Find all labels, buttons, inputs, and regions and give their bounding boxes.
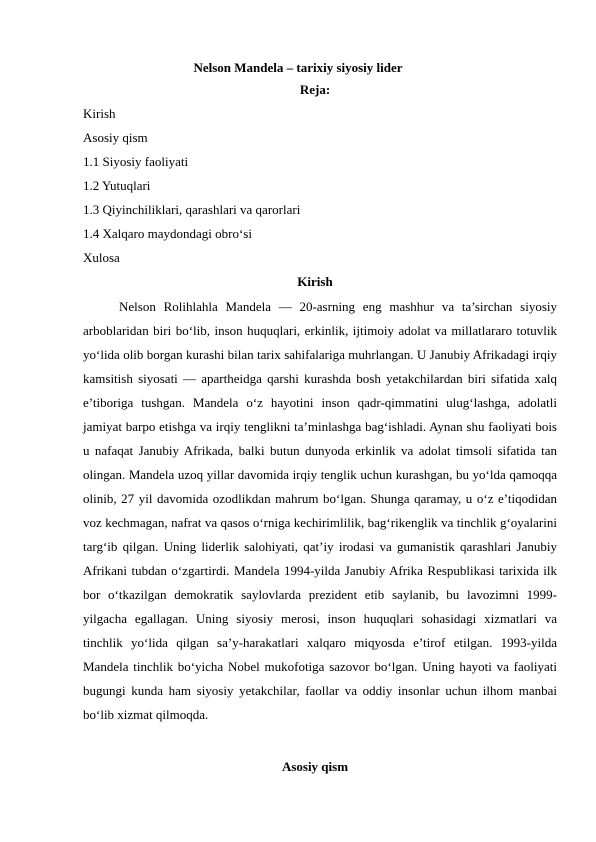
plan-item: 1.4 Xalqaro maydondagi obro‘si bbox=[83, 226, 252, 241]
plan-item: Xulosa bbox=[83, 250, 120, 265]
plan-list bbox=[83, 106, 300, 274]
intro-paragraph: Nelson Rolihlahla Mandela — 20-asrning eng mashhur va ta’sirchan siyosiy arboblaridan biri bo‘lib, inson huquqlari, erkinlik, ijtimoiy adolat va millatlararo totuvlik yo‘lida olib borgan kurashi bilan tarix sahifalariga muhrlangan. U Janubiy Afrikadagi irqiy kamsitish siyosati — apartheidga qarshi kurashda bosh yetakchilardan biri sifatida xalq e’tiboriga tushgan. Mandela o‘z hayotini inson qadr-qimmatini ulug‘lashga, adolatli jamiyat barpo etishga va irqiy tenglikni ta’minlashga bag‘ishladi. Aynan shu faoliyati bois u nafaqat Janubiy Afrikada, balki butun dunyoda erkinlik va adolat timsoli sifatida tan olingan. Mandela uzoq yillar davomida irqiy tenglik uchun kurashgan, bu yo‘lda qamoqqa olinib, 27 yil davomida ozodlikdan mahrum bo‘lgan. Shunga qaramay, u o‘z e’tiqodidan voz kechmagan, nafrat va qasos o‘rniga kechirimlilik, bag‘rikenglik va tinchlik g‘oyalarini targ‘ib qilgan. Uning liderlik salohiyati, qat’iy irodasi va gumanistik qarashlari Janubiy Afrikani tubdan o‘zgartirdi. Mandela 1994-yilda Janubiy Afrika Respublikasi tarixida ilk bor o‘tkazilgan demokratik saylovlarda prezident etib saylanib, bu lavozimni 1999-yilgacha egallagan. Uning siyosiy merosi, inson huquqlari sohasidagi xizmatlari va tinchlik yo‘lida qilgan sa’y-harakatlari xalqaro miqyosda e’tirof etilgan. 1993-yilda Mandela tinchlik bo‘yicha Nobel mukofotiga sazovor bo‘lgan. Uning hayoti va faoliyati bugungi kunda ham siyosiy yetakchilar, faollar va oddiy insonlar uchun ilhom manbai bo‘lib xizmat qilmoqda. bbox=[83, 299, 557, 722]
main-section-heading: Asosiy qism bbox=[281, 759, 349, 774]
plan-heading: Reja: bbox=[299, 82, 331, 97]
plan-item: 1.3 Qiyinchiliklari, qarashlari va qarorlari bbox=[83, 202, 301, 217]
intro-heading: Kirish bbox=[297, 274, 333, 289]
plan-item: 1.1 Siyosiy faoliyati bbox=[83, 154, 189, 169]
plan-item: Asosiy qism bbox=[83, 130, 148, 145]
document-title: Nelson Mandela – tarixiy siyosiy lider bbox=[193, 60, 403, 75]
plan-item: Kirish bbox=[83, 106, 116, 121]
plan-item: 1.2 Yutuqlari bbox=[83, 178, 151, 193]
